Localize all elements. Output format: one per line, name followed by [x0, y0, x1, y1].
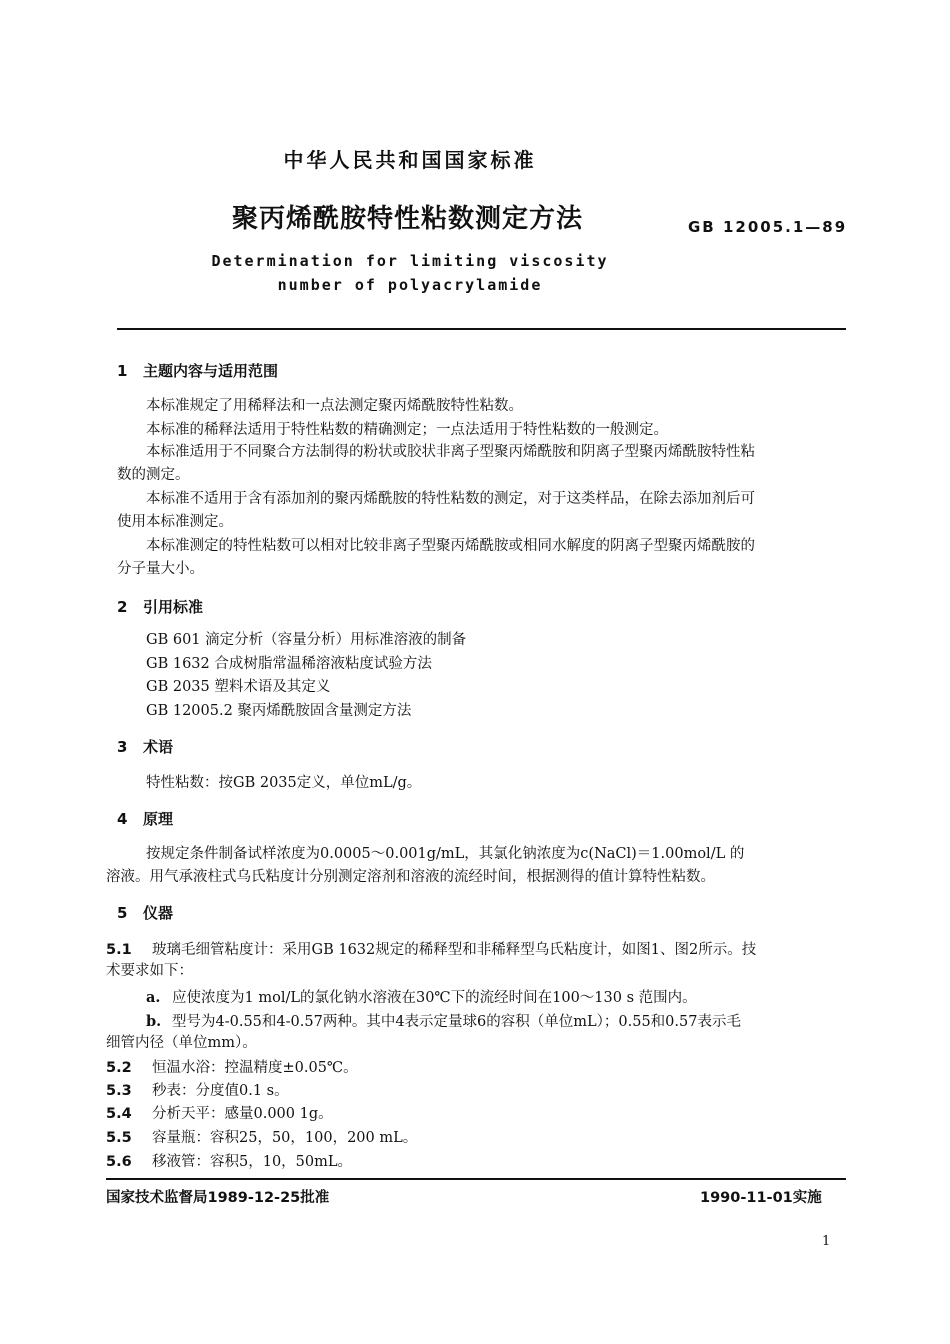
item-text: 分析天平：感量0.000 1g。	[152, 1106, 333, 1122]
section-3-heading	[117, 736, 173, 757]
s1-paragraph-5-line1: 本标准测定的特性粘数可以相对比较非离子型聚丙烯酰胺或相同水解度的阴离子型聚丙烯酰胺的	[146, 538, 755, 554]
item-number: 5.4	[106, 1106, 132, 1122]
section-title: 引用标准	[143, 598, 204, 616]
item-number: 5.5	[106, 1130, 132, 1146]
s1-paragraph-3-line1: 本标准适用于不同聚合方法制得的粉状或胶状非离子型聚丙烯酰胺和阴离子型聚丙烯酰胺特性粘	[146, 444, 755, 460]
item-5-5	[106, 1126, 417, 1147]
reference-item: GB 1632 合成树脂常温稀溶液粘度试验方法	[146, 656, 432, 672]
item-5-1-line1	[106, 938, 756, 959]
section-title: 原理	[143, 810, 174, 828]
item-text: 恒温水浴：控温精度±0.05℃。	[152, 1060, 358, 1076]
item-number: 5.6	[106, 1154, 132, 1170]
s4-paragraph-line2: 溶液。用气承液柱式乌氏粘度计分别测定溶剂和溶液的流经时间，根据测得的值计算特性粘数。	[106, 869, 715, 885]
footer-divider	[106, 1178, 846, 1180]
item-text: 玻璃毛细管粘度计：采用GB 1632规定的稀释型和非稀释型乌氏粘度计，如图1、图2所示。技	[152, 942, 757, 958]
item-label: a.	[146, 989, 161, 1006]
item-5-1-line2: 术要求如下：	[106, 963, 193, 979]
item-5-1-b-line1	[146, 1010, 741, 1031]
item-number: 5.3	[106, 1083, 132, 1099]
item-text: 型号为4-0.55和4-0.57两种。其中4表示定量球6的容积（单位mL）；0.55和0.57表示毛	[172, 1014, 741, 1030]
item-text: 容量瓶：容积25，50，100，200 mL。	[152, 1130, 418, 1146]
document-title-en-line1: Determination for limiting viscosity	[211, 252, 609, 270]
item-number: 5.1	[106, 942, 132, 958]
s1-paragraph-4-line2: 使用本标准测定。	[117, 514, 233, 530]
s1-paragraph-3-line2: 数的测定。	[117, 467, 190, 483]
standard-number: GB 12005.1—89	[688, 218, 848, 236]
section-title: 主题内容与适用范围	[143, 362, 279, 380]
s3-paragraph-1: 特性粘数：按GB 2035定义，单位mL/g。	[146, 775, 422, 791]
approval-date: 国家技术监督局1989-12-25批准	[106, 1190, 330, 1206]
section-title: 术语	[143, 738, 174, 756]
document-title-cn: 聚丙烯酰胺特性粘数测定方法	[232, 204, 584, 234]
section-2-heading	[117, 596, 203, 617]
section-number: 3	[117, 738, 128, 756]
item-number: 5.2	[106, 1060, 132, 1076]
s1-paragraph-2: 本标准的稀释法适用于特性粘数的精确测定；一点法适用于特性粘数的一般测定。	[146, 422, 668, 438]
item-5-6	[106, 1150, 352, 1171]
reference-item: GB 601 滴定分析（容量分析）用标准溶液的制备	[146, 632, 467, 648]
section-number: 1	[117, 362, 128, 380]
header-divider	[117, 328, 846, 330]
item-text: 移液管：容积5，10，50mL。	[152, 1154, 353, 1170]
section-5-heading	[117, 902, 173, 923]
item-5-2	[106, 1056, 358, 1077]
s1-paragraph-1: 本标准规定了用稀释法和一点法测定聚丙烯酰胺特性粘数。	[146, 398, 523, 414]
section-1-heading	[117, 360, 278, 381]
s4-paragraph-line1: 按规定条件制备试样浓度为0.0005～0.001g/mL，其氯化钠浓度为c(NaCl)＝1.00mol/L 的	[146, 846, 745, 862]
section-title: 仪器	[143, 904, 174, 922]
section-number: 5	[117, 904, 128, 922]
item-text: 应使浓度为1 mol/L的氯化钠水溶液在30℃下的流经时间在100～130 s 范围内。	[172, 990, 697, 1006]
section-4-heading	[117, 808, 173, 829]
effective-date: 1990-11-01实施	[700, 1190, 822, 1206]
section-number: 2	[117, 598, 128, 616]
section-number: 4	[117, 810, 128, 828]
s1-paragraph-5-line2: 分子量大小。	[117, 561, 204, 577]
item-text: 秒表：分度值0.1 s。	[152, 1083, 289, 1099]
item-5-1-b-line2: 细管内径（单位mm）。	[106, 1035, 257, 1051]
item-5-3	[106, 1079, 289, 1100]
standard-type-heading: 中华人民共和国国家标准	[283, 148, 537, 172]
page-number: 1	[822, 1234, 831, 1249]
reference-item: GB 2035 塑料术语及其定义	[146, 679, 331, 695]
reference-item: GB 12005.2 聚丙烯酰胺固含量测定方法	[146, 703, 412, 719]
item-label: b.	[146, 1013, 162, 1030]
item-5-1-a	[146, 986, 697, 1007]
item-5-4	[106, 1102, 333, 1123]
document-title-en-line2: number of polyacrylamide	[277, 276, 543, 294]
s1-paragraph-4-line1: 本标准不适用于含有添加剂的聚丙烯酰胺的特性粘数的测定，对于这类样品，在除去添加剂后可	[146, 491, 755, 507]
